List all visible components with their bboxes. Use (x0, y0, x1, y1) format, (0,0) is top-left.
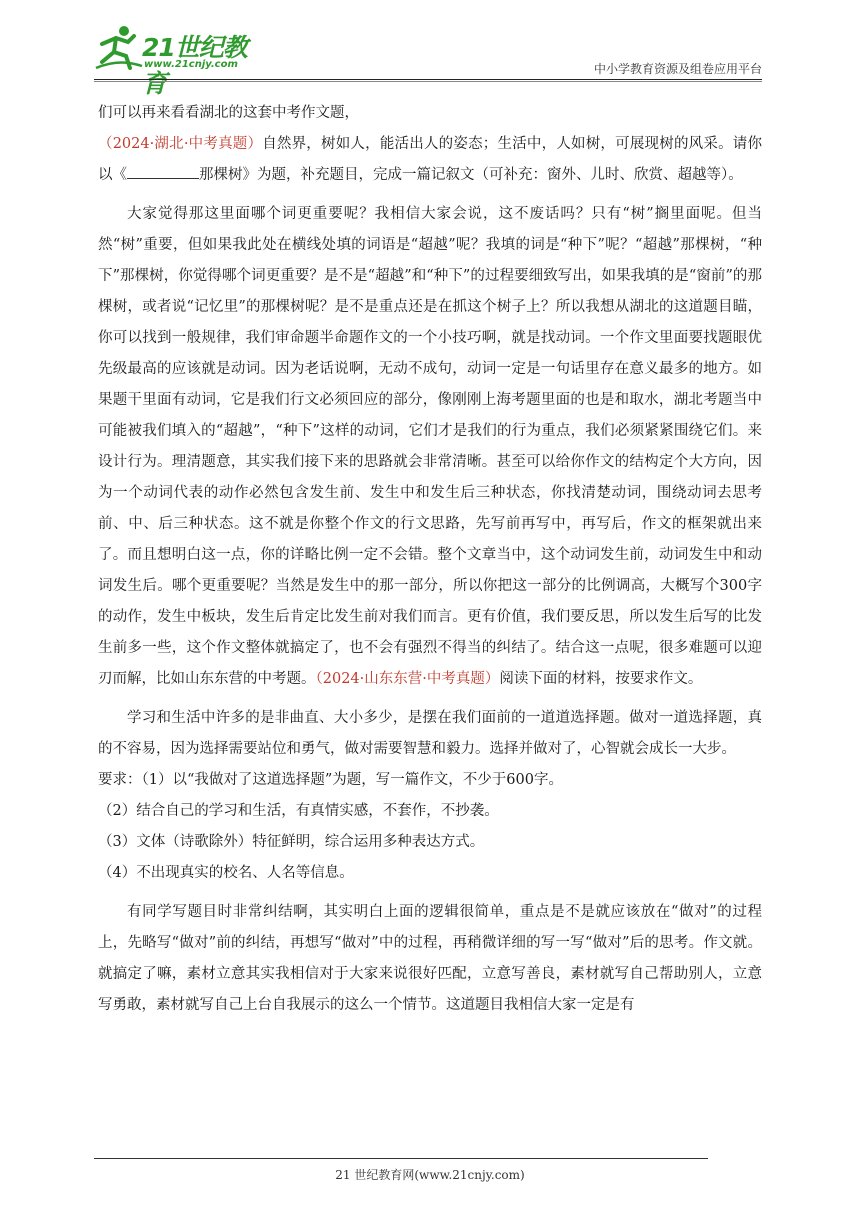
platform-name: 中小学教育资源及组卷应用平台 (593, 62, 762, 76)
prompt-text-a: 自然界，树如人，能活出人的姿态；生活中，人如树，可展现树的风采。请你以《 (98, 136, 762, 183)
fill-blank-line (127, 164, 199, 179)
runner-logo-icon (94, 22, 144, 72)
paragraph-discussion: 有同学写题目时非常纠结啊，其实明白上面的逻辑很简单，重点是不是就应该放在“做对”的过程上，先略写“做对”前的纠结，再想写“做对”中的过程，再稍微详细的写一写“做对”后的思考。作文就。就搞定了嘛，素材立意其实我相信对于大家来说很好匹配，立意写善良，素材就写自己帮助别人，立意写勇敢，素材就写自己上台自我展示的这么一个情节。这道题目我相信大家一定是有 (98, 904, 762, 1013)
paragraph-material: 学习和生活中许多的是非曲直、大小多少，是摆在我们面前的一道道选择题。做对一道选择题，真的不容易，因为选择需要站位和勇气，做对需要智慧和毅力。选择并做对了，心智就会成长一大步。 (98, 710, 762, 757)
paragraph-hubei-prompt (98, 129, 762, 191)
logo-url: www.21cnjy.com (144, 59, 238, 70)
analysis-text: 大家觉得那这里面哪个词更重要呢？我相信大家会说，这不废话吗？只有“树”搁里面呢。但当然“树”重要，但如果我此处在横线处填的词语是“超越”呢？我填的词是“种下”呢？“超越”那棵树，“种下”那棵树，你觉得哪个词更重要？是不是“超越”和“种下”的过程要细致写出，如果我填的是“窗前”的那棵树，或者说“记忆里”的那棵树呢？是不是重点还是在抓这个树子上？所以我想从湖北的这道题目瞄，你可以找到一般规律，我们审命题半命题作文的一个小技巧啊，就是找动词。一个作文里面要找题眼优先级最高的应该就是动词。因为老话说啊，无动不成句，动词一定是一句话里存在意义最多的地方。如果题干里面有动词，它是我们行文必须回应的部分，像刚刚上海考题里面的也是和取水，湖北考题当中可能被我们填入的“超越”，“种下”这样的动词，它们才是我们的行为重点，我们必须紧紧围绕它们。来设计行为。理清题意，其实我们接下来的思路就会非常清晰。甚至可以给你作文的结构定个大方向，因为一个动词代表的动作必然包含发生前、发生中和发生后三种状态，你找清楚动词，围绕动词去思考前、中、后三种状态。这不就是你整个作文的行文思路，先写前再写中，再写后，作文的框架就出来了。而且想明白这一点，你的详略比例一定不会错。整个文章当中，这个动词发生前，动词发生中和动词发生后。哪个更重要呢？当然是发生中的那一部分，所以你把这一部分的比例调高，大概写个300字的动作，发生中板块，发生后肯定比发生前对我们而言。更有价值，我们要反思，所以发生后写的比发生前多一些，这个作文整体就搞定了，也不会有强烈不得当的纠结了。结合这一点呢，很多难题可以迎刃而解，比如山东东营的中考题。 (98, 206, 762, 687)
exam-source-tag: （2024·湖北·中考真题） (98, 136, 263, 152)
header-divider-thin (94, 81, 762, 82)
requirement-1: 要求：（1）以“我做对了这道选择题”为题，写一篇作文，不少于600字。 (98, 772, 563, 788)
logo (94, 22, 264, 98)
page-footer: 21 世纪教育网(www.21cnjy.com) (335, 1168, 525, 1182)
paragraph-analysis (98, 199, 762, 695)
analysis-tail: 阅读下面的材料，按要求作文。 (499, 671, 703, 687)
requirement-3: （3）文体（诗歌除外）特征鲜明，综合运用多种表达方式。 (98, 834, 485, 850)
header-divider (94, 79, 762, 80)
footer-divider (94, 1158, 708, 1159)
exam-source-tag: （2024·山东东营·中考真题） (315, 671, 500, 687)
logo-text: 21世纪教育 (142, 33, 247, 98)
requirement-4: （4）不出现真实的校名、人名等信息。 (98, 865, 354, 881)
prompt-text-b: 那棵树》为题，补充题目，完成一篇记叙文（可补充：窗外、儿时、欣赏、超越等）。 (199, 167, 743, 183)
requirement-2: （2）结合自己的学习和生活，有真情实感，不套作，不抄袭。 (98, 803, 499, 819)
page-header (94, 22, 762, 98)
document-body (98, 98, 762, 1021)
paragraph-intro: 们可以再来看看湖北的这套中考作文题， (98, 105, 359, 121)
